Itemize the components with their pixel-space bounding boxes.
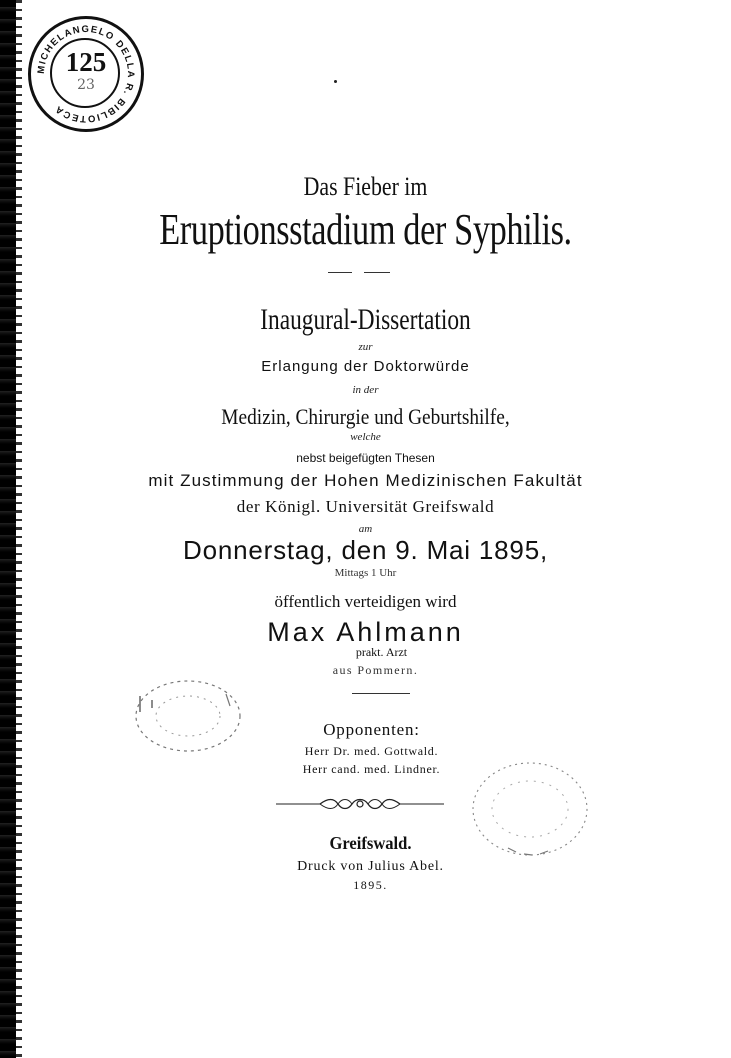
title-divider: [328, 272, 390, 273]
ornamental-divider: [276, 796, 444, 812]
am-text: am: [358, 523, 373, 535]
author-name: Max Ahlmann: [267, 617, 464, 647]
faculty-text: Medizin, Chirurgie und Geburtshilfe,: [221, 404, 510, 429]
opponent-first: Herr Dr. med. Gottwald.: [304, 744, 439, 758]
imprint-year: 1895.: [353, 878, 388, 892]
imprint-city: Greifswald.: [329, 833, 412, 853]
dissertation-heading: Inaugural-Dissertation: [260, 303, 471, 336]
imprint-printer: Druck von Julius Abel.: [297, 859, 444, 874]
author-title: prakt. Arzt: [355, 645, 408, 659]
ghost-stamp-right: [468, 756, 592, 862]
ghost-stamp-left: [130, 676, 246, 756]
stamp-sub-number: 23: [77, 77, 95, 93]
opponent-second: Herr cand. med. Lindner.: [302, 762, 441, 776]
title-line-2: Eruptionsstadium der Syphilis.: [159, 205, 572, 254]
opponents-heading: Opponenten:: [323, 720, 420, 739]
in-der-text: in der: [352, 384, 379, 396]
stamp-number: 125: [65, 47, 107, 77]
speck: [334, 80, 337, 83]
stamp-ring-text: MICHELANGELO DELLA R. BIBLIOTECA: [35, 23, 137, 125]
university-text: der Königl. Universität Greifswald: [236, 497, 495, 516]
defense-date: Donnerstag, den 9. Mai 1895,: [183, 535, 548, 565]
zustimmung-text: mit Zustimmung der Hohen Medizinischen Fakultät: [148, 471, 583, 490]
nebst-text: nebst beigefügten Thesen: [296, 451, 435, 465]
erlangung-text: Erlangung der Doktorwürde: [261, 358, 470, 375]
welche-text: welche: [350, 431, 381, 443]
author-origin: aus Pommern.: [332, 663, 419, 677]
title-line-1: Das Fieber im: [303, 172, 428, 201]
defense-time: Mittags 1 Uhr: [334, 567, 397, 579]
library-stamp: [28, 16, 144, 132]
zur-text: zur: [358, 341, 373, 353]
author-divider: [352, 693, 410, 694]
defended-text: öffentlich verteidigen wird: [274, 592, 457, 611]
